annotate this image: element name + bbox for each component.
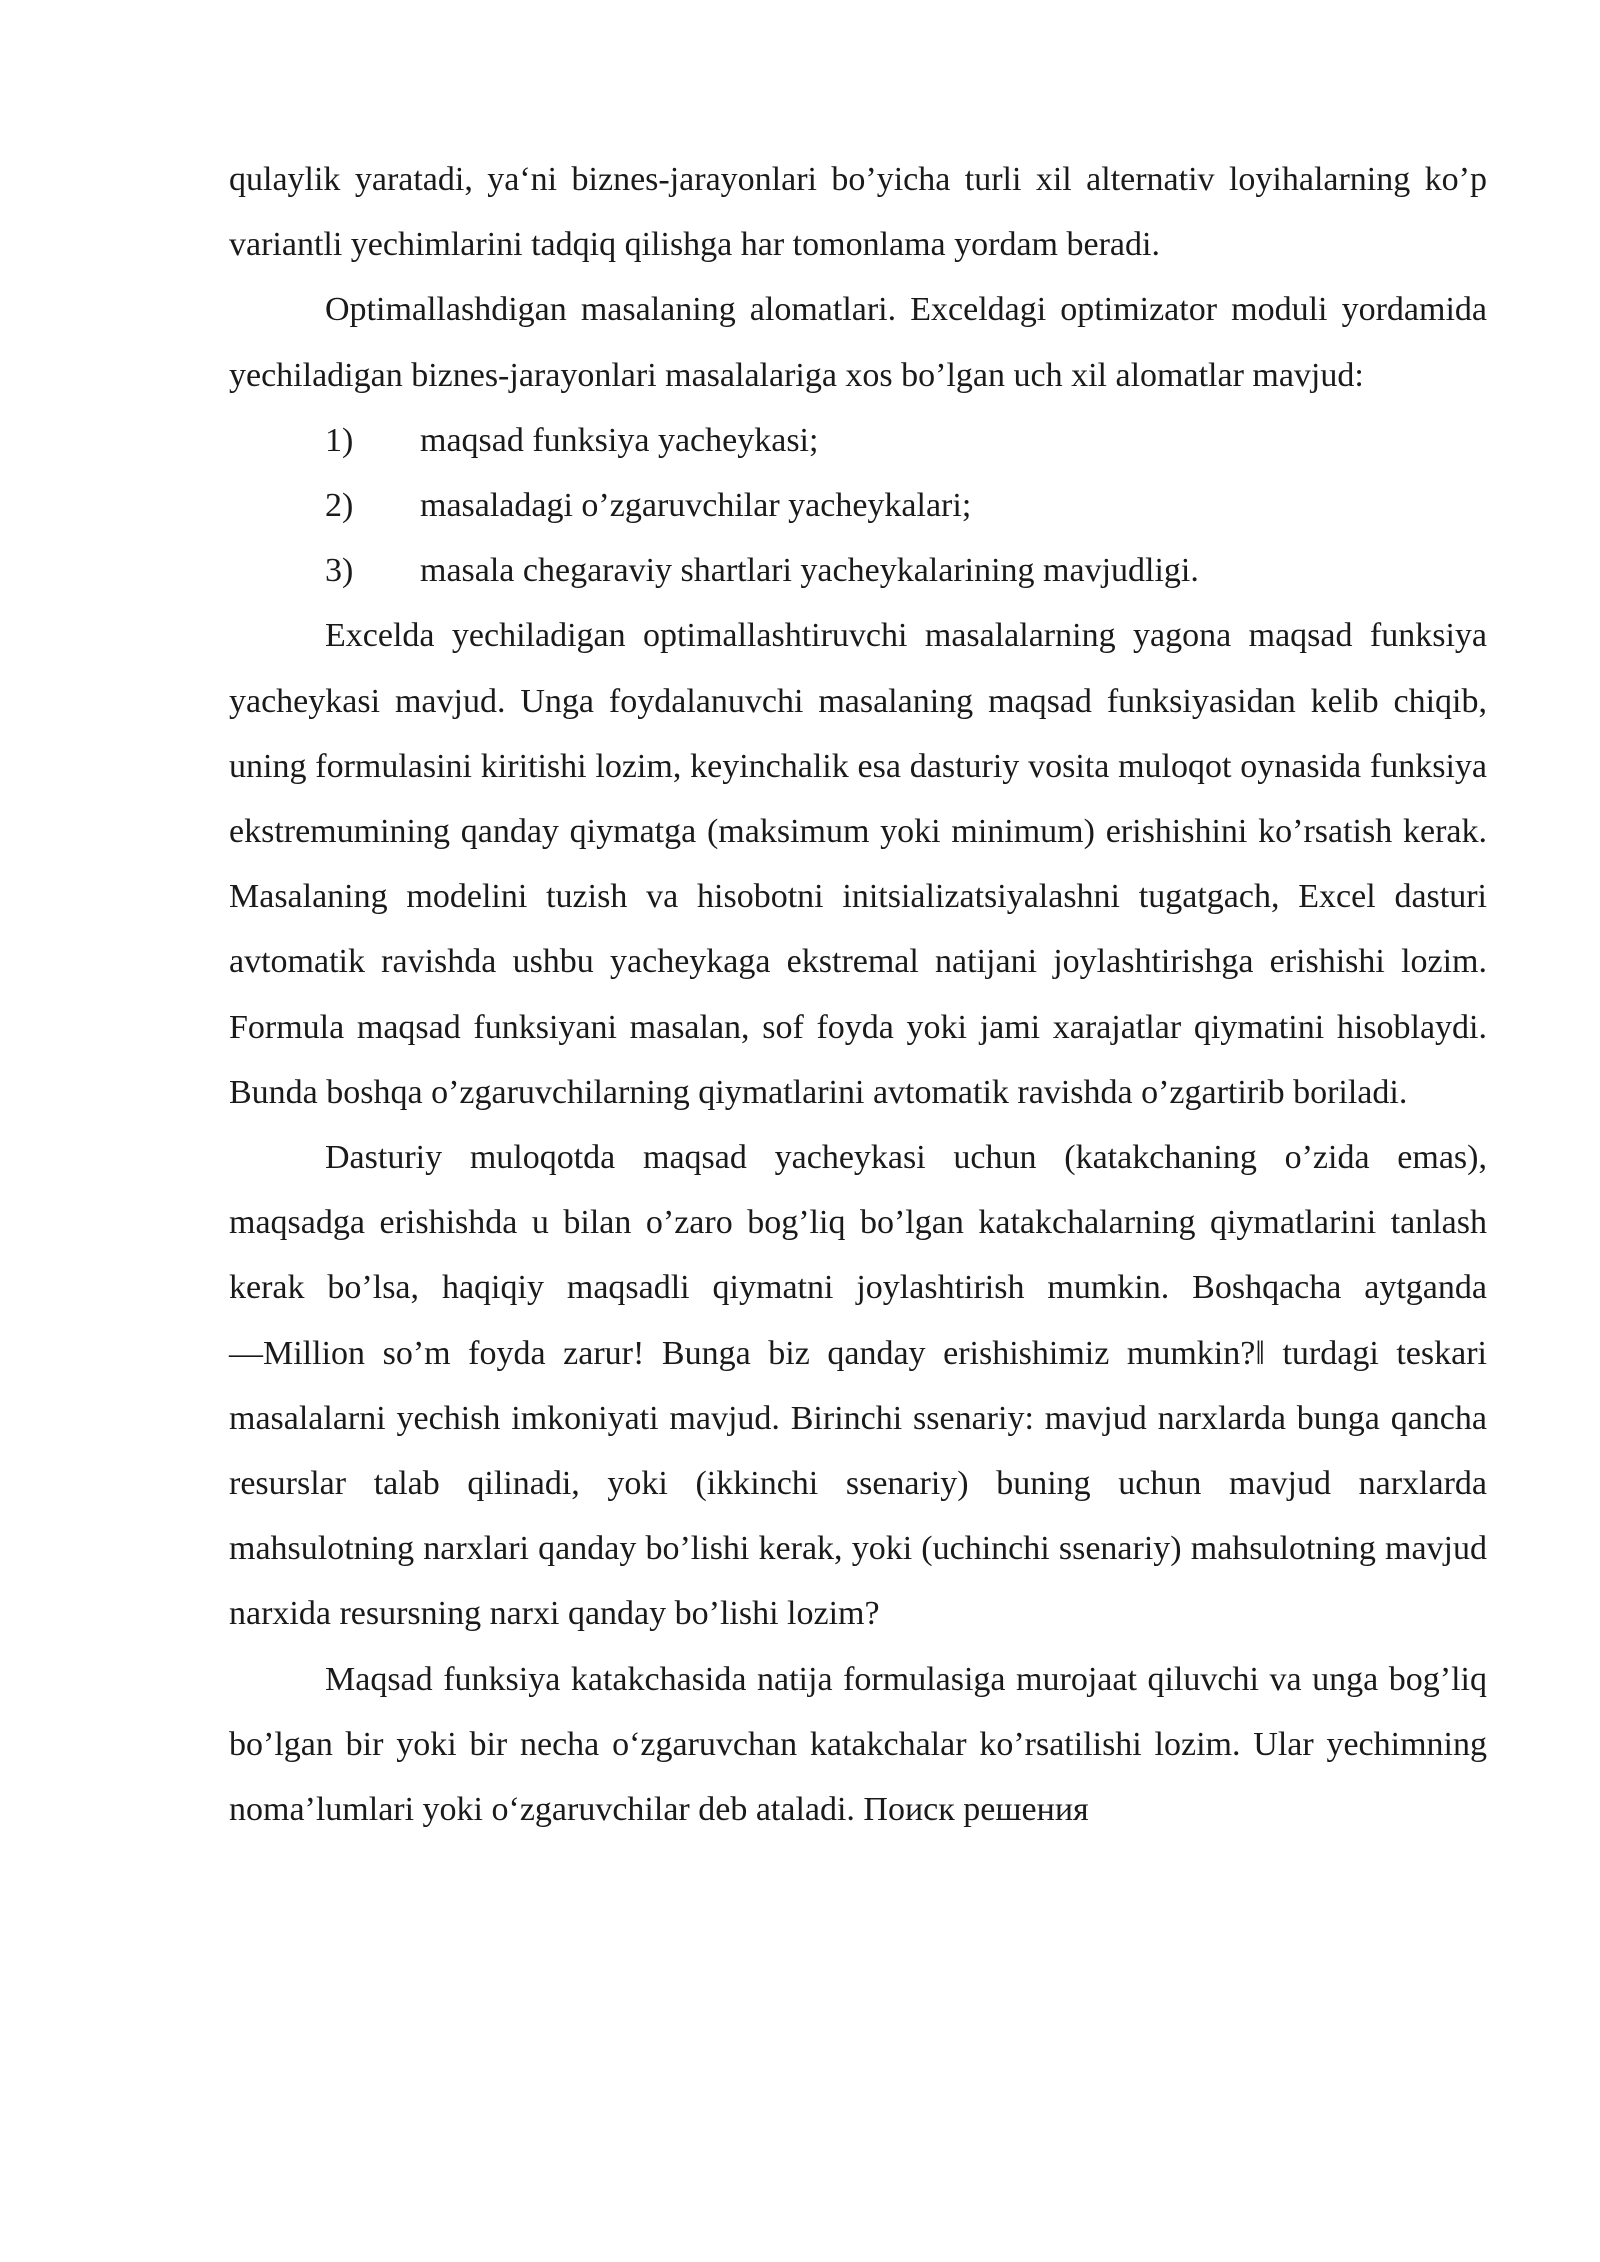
feature-list [229,408,1487,604]
paragraph-target-cell: Excelda yechiladigan optimallashtiruvchi masalalarning yagona maqsad funksiya yacheykasi mavjud. Unga foydalanuvchi masalaning maqsad funksiyasidan kelib chiqib, uning formulasini kiritishi lozim, keyinchalik esa dasturiy vosita muloqot oynasida funksiya ekstremumining qanday qiymatga (maksimum yoki minimum) erishishini ko’rsatish kerak. Masalaning modelini tuzish va hisobotni initsializatsiyalashni tugatgach, Excel dasturi avtomatik ravishda ushbu yacheykaga ekstremal natijani joylashtirishga erishishi lozim. Formula maqsad funksiyani masalan, sof foyda yoki jami xarajatlar qiymatini hisoblaydi. Bunda boshqa o’zgaruvchilarning qiymatlarini avtomatik ravishda o’zgartirib boriladi. [229,617,1487,1111]
list-item-text: maqsad funksiya yacheykasi; [420,421,819,459]
paragraph-optimization-features: Optimallashdigan masalaning alomatlari. Exceldagi optimizator moduli yordamida yechiladigan biznes-jarayonlari masalalariga xos bo’lgan uch xil alomatlar mavjud: [229,291,1487,394]
list-item-text: masala chegaraviy shartlari yacheykalarining mavjudligi. [420,552,1199,590]
list-item-number: 1) [325,421,354,459]
paragraph-variable-cells: Maqsad funksiya katakchasida natija formulasiga murojaat qiluvchi va unga bog’liq bo’lgan bir yoki bir necha o‘zgaruvchan katakchalar ko’rsatilishi lozim. Ular yechimning noma’lumlari yoki o‘zgaruvchilar deb ataladi. Поиск решения [229,1660,1487,1829]
paragraph-continuation: qulaylik yaratadi, ya‘ni biznes-jarayonlari bo’yicha turli xil alternativ loyihalarning ko’p variantli yechimlarini tadqiq qilishga har tomonlama yordam beradi. [229,161,1487,264]
list-item [229,408,1487,473]
list-item [229,538,1487,603]
list-item-number: 2) [325,487,354,525]
paragraph-dialog-scenarios: Dasturiy muloqotda maqsad yacheykasi uchun (katakchaning o’zida emas), maqsadga erishishda u bilan o’zaro bog’liq bo’lgan katakchalarning qiymatlarini tanlash kerak bo’lsa, haqiqiy maqsadli qiymatni joylashtirish mumkin. Boshqacha aytganda ―Million so’m foyda zarur! Bunga biz qanday erishishimiz mumkin?‖ turdagi teskari masalalarni yechish imkoniyati mavjud. Birinchi ssenariy: mavjud narxlarda bunga qancha resurslar talab qilinadi, yoki (ikkinchi ssenariy) buning uchun mavjud narxlarda mahsulotning narxlari qanday bo’lishi kerak, yoki (uchinchi ssenariy) mahsulotning mavjud narxida resursning narxi qanday bo’lishi lozim? [229,1139,1487,1633]
page-body-text [229,147,1487,1842]
list-item-number: 3) [325,552,354,590]
list-item [229,473,1487,538]
list-item-text: masaladagi o’zgaruvchilar yacheykalari; [420,487,972,525]
